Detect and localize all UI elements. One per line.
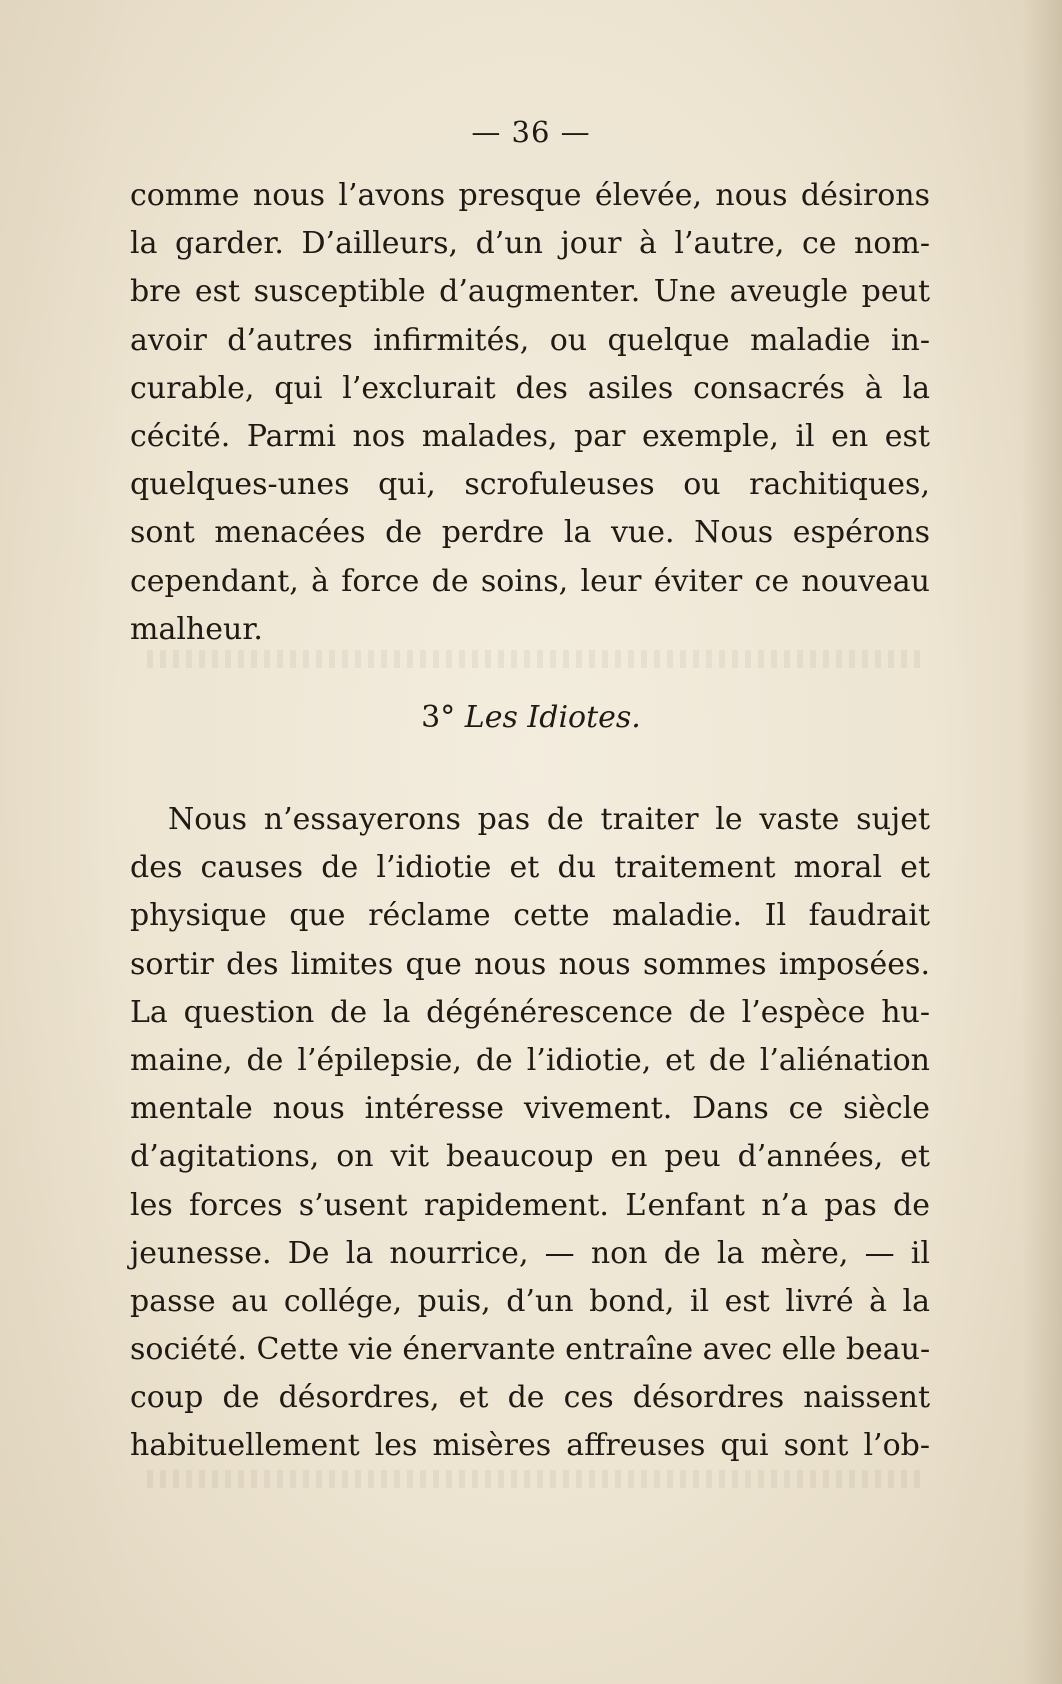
paragraph-2 [130,796,930,1471]
text-line: d’agitations, on vit beaucoup en peu d’années, et [130,1139,930,1175]
show-through-texture [140,1470,920,1488]
text-line: mentale nous intéresse vivement. Dans ce siècle [130,1091,930,1127]
text-line: maine, de l’épilepsie, de l’idiotie, et de l’aliénation [130,1042,930,1078]
text-line: passe au collége, puis, d’un bond, il est livré à la [130,1283,930,1319]
text-line: curable, qui l’exclurait des asiles consacrés à la [130,370,930,406]
text-line: des causes de l’idiotie et du traitement moral et [130,850,930,886]
text-line: comme nous l’avons presque élevée, nous désirons [130,178,930,213]
page-number: — 36 — [471,115,591,149]
text-line: société. Cette vie énervante entraîne avec elle beau- [130,1332,931,1368]
text-line: bre est susceptible d’augmenter. Une aveugle peut [130,274,930,310]
section-number: 3° [421,700,456,735]
paragraph-1 [130,172,930,654]
text-line: La question de la dégénérescence de l’espèce hu- [130,994,930,1030]
text-line: physique que réclame cette maladie. Il faudrait [130,898,930,934]
page-edge-shadow [1022,0,1062,1684]
text-line: sont menacées de perdre la vue. Nous espérons [130,515,930,551]
text-line: cécité. Parmi nos malades, par exemple, il en est [130,418,930,454]
text-line: habituellement les misères affreuses qui sont l’ob- [130,1428,930,1464]
text-line: avoir d’autres infirmités, ou quelque maladie in- [130,322,930,358]
text-line: malheur. [130,611,263,647]
text-line: quelques-unes qui, scrofuleuses ou rachitiques, [130,467,930,503]
text-line: sortir des limites que nous nous sommes imposées. [130,946,930,982]
text-line: jeunesse. De la nourrice, — non de la mère, — il [130,1235,930,1271]
text-line: la garder. D’ailleurs, d’un jour à l’autre, ce nom- [130,226,930,262]
text-line: Nous n’essayerons pas de traiter le vaste sujet [168,802,930,837]
section-title: Les Idiotes. [464,700,641,735]
text-line: les forces s’usent rapidement. L’enfant n’a pas de [130,1187,930,1223]
text-line: coup de désordres, et de ces désordres naissent [130,1380,930,1416]
text-line: cependant, à force de soins, leur éviter ce nouveau [130,563,930,599]
section-heading [0,698,1062,738]
